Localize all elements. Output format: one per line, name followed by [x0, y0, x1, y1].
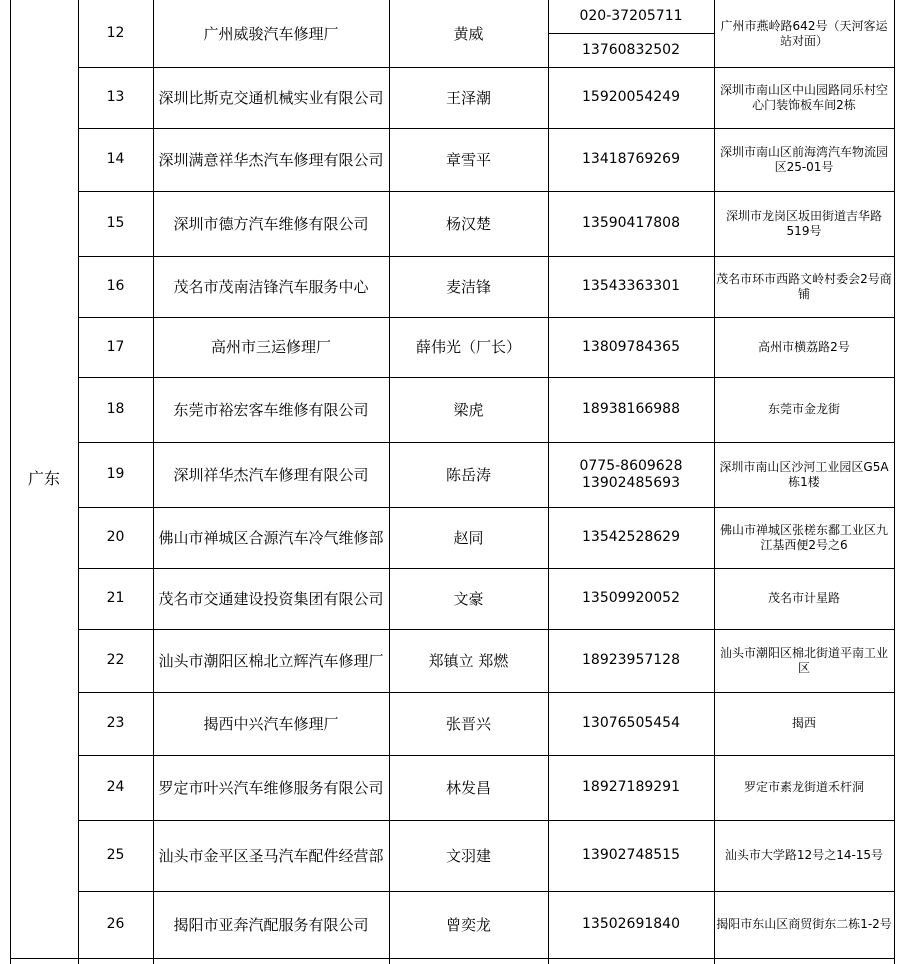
company-name: 汕头市金平区圣马汽车配件经营部: [158, 846, 384, 865]
row-number: 16: [106, 278, 125, 295]
contact-person: 曾奕龙: [445, 915, 491, 934]
address: 深圳市龙岗区坂田街道吉华路519号: [725, 209, 882, 238]
phone-number: 13509920052: [582, 590, 680, 607]
company-name: 高州市三运修理厂: [210, 338, 331, 356]
phone-cell: [548, 67, 714, 128]
contact-person: 章雪平: [445, 150, 491, 169]
row-number: 20: [106, 529, 125, 546]
contact-person: 张晋兴: [445, 714, 491, 733]
row-number: 23: [106, 715, 125, 732]
company-name: 东莞市裕宏客车维修有限公司: [173, 400, 369, 419]
row-number: 13: [106, 89, 125, 106]
company-name: 揭西中兴汽车修理厂: [203, 714, 339, 733]
phone-number: 020-37205711: [579, 8, 683, 25]
address: 汕头市潮阳区棉北街道平南工业区: [719, 646, 888, 675]
phone-cell: [548, 820, 714, 891]
address: 深圳市南山区沙河工业园区G5A栋1楼: [719, 460, 889, 489]
phone-cell: [548, 128, 714, 191]
phone-number: 18923957128: [582, 652, 680, 669]
contact-person: 杨汉楚: [445, 214, 491, 233]
company-name: 广州威骏汽车修理厂: [203, 24, 339, 43]
address: 深圳市南山区前海湾汽车物流园区25-01号: [719, 145, 888, 174]
phone-number: 13590417808: [582, 215, 680, 232]
row-number: 15: [106, 215, 125, 232]
contact-person: 麦洁锋: [445, 277, 491, 296]
address: 高州市横荔路2号: [758, 339, 850, 354]
address: 茂名市计星路: [767, 591, 840, 606]
contact-person: 陈岳涛: [445, 465, 491, 484]
phone-cell: [548, 891, 714, 958]
phone-cell: [548, 256, 714, 317]
contact-person: 赵同: [453, 528, 484, 547]
column-border: [10, 0, 11, 964]
phone-number: 13502691840: [582, 916, 680, 933]
phone-cell: [548, 191, 714, 256]
contact-person: 郑镇立 郑燃: [428, 651, 509, 670]
address: 深圳市南山区中山园路同乐村空心门装饰板车间2栋: [719, 83, 888, 112]
phone-number: 13418769269: [582, 151, 680, 168]
contact-person: 林发昌: [445, 778, 491, 797]
address: 茂名市环市西路文岭村委会2号商铺: [716, 272, 892, 301]
address: 揭西: [791, 716, 816, 731]
contact-person: 文羽建: [445, 846, 491, 865]
phone-cell: [548, 507, 714, 568]
phone-cell: [548, 692, 714, 755]
row-number: 14: [106, 151, 125, 168]
address: 罗定市素龙街道禾杆洞: [743, 780, 864, 795]
row-number: 24: [106, 779, 125, 796]
phone-cell: [548, 629, 714, 692]
phone-number: 13902748515: [582, 847, 680, 864]
row-number: 18: [106, 401, 125, 418]
company-name: 茂名市茂南洁锋汽车服务中心: [173, 277, 369, 296]
table-bottom-border: [10, 958, 895, 959]
phone-number: 18938166988: [582, 401, 680, 418]
company-name: 茂名市交通建设投资集团有限公司: [158, 589, 384, 608]
contact-person: 薛伟光（厂长）: [415, 338, 521, 356]
province-cell: 广东: [27, 469, 60, 489]
address: 汕头市大学路12号之14-15号: [724, 848, 884, 863]
row-number: 21: [106, 590, 125, 607]
row-number: 25: [106, 847, 125, 864]
phone-number: 15920054249: [582, 89, 680, 106]
address: 揭阳市东山区商贸街东二栋1-2号: [716, 917, 892, 932]
company-name: 深圳满意祥华杰汽车修理有限公司: [158, 150, 384, 169]
company-name: 揭阳市亚奔汽配服务有限公司: [173, 915, 369, 934]
phone-number: 18927189291: [582, 779, 680, 796]
address: 广州市燕岭路642号（天河客运站对面）: [720, 19, 888, 48]
phone-cell: [548, 442, 714, 507]
address: 东莞市金龙街: [767, 402, 840, 417]
phone-number: 13760832502: [582, 41, 680, 58]
row-number: 12: [106, 25, 125, 42]
contact-person: 梁虎: [453, 400, 484, 419]
phone-cell: [548, 568, 714, 629]
phone-number: 13076505454: [582, 715, 680, 732]
company-name: 深圳市德方汽车维修有限公司: [173, 214, 369, 233]
row-number: 19: [106, 466, 125, 483]
phone-number: 0775-8609628: [579, 457, 683, 474]
row-number: 22: [106, 652, 125, 669]
row-number: 17: [106, 338, 125, 355]
company-name: 佛山市禅城区合源汽车冷气维修部: [158, 528, 384, 547]
company-name: 深圳祥华杰汽车修理有限公司: [173, 465, 369, 484]
contact-person: 王泽潮: [445, 88, 491, 107]
company-name: 汕头市潮阳区棉北立辉汽车修理厂: [158, 651, 384, 670]
phone-number: 13809784365: [582, 338, 680, 355]
row-number: 26: [106, 916, 125, 933]
company-name: 深圳比斯克交通机械实业有限公司: [158, 88, 384, 107]
company-name: 罗定市叶兴汽车维修服务有限公司: [158, 778, 384, 797]
phone-number: 13543363301: [582, 278, 680, 295]
address: 佛山市禅城区张槎东鄱工业区九江基西便2号之6: [719, 523, 888, 552]
phone-cell: [548, 317, 714, 377]
phone-number: 13902485693: [582, 474, 680, 491]
phone-cell: [548, 755, 714, 820]
phone-cell: [548, 377, 714, 442]
phone-number: 13542528629: [582, 529, 680, 546]
contact-person: 文豪: [453, 589, 484, 608]
contact-person: 黄威: [453, 24, 484, 43]
